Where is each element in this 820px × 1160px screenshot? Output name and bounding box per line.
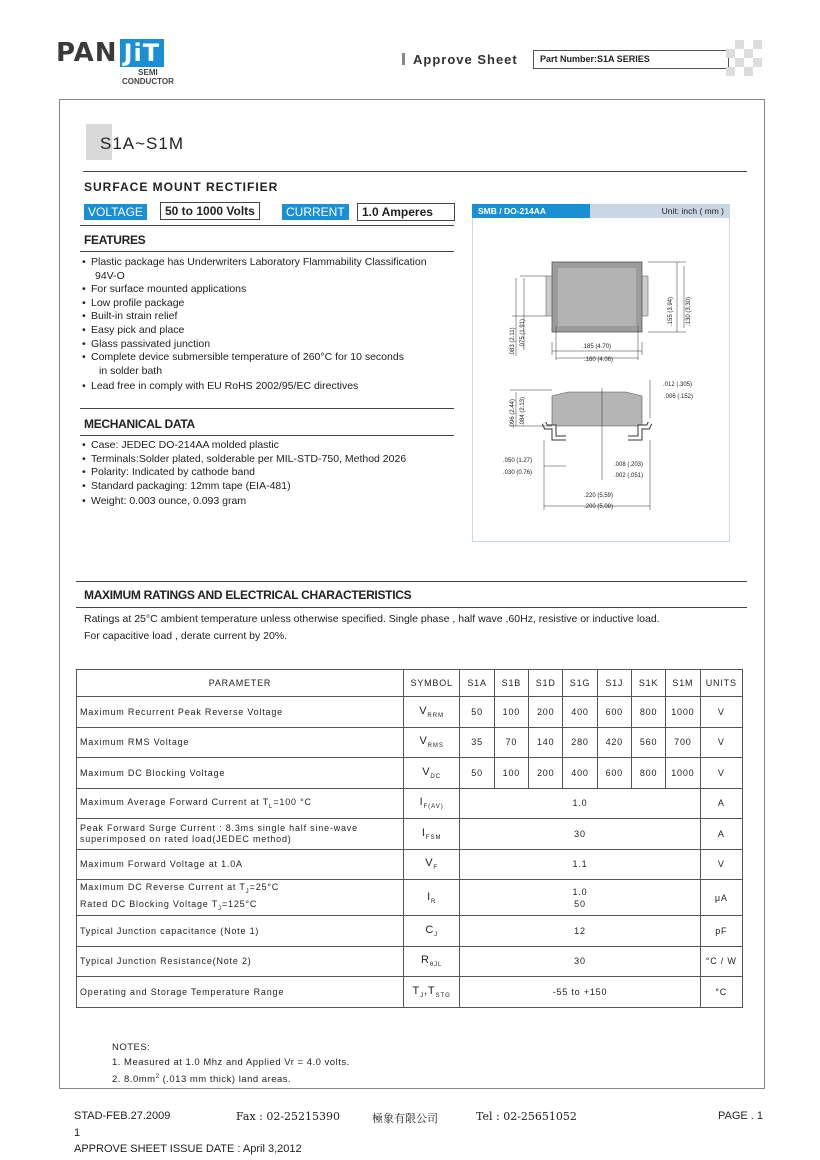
value-cell: 100 [494, 697, 528, 728]
symbol-cell [403, 788, 460, 819]
symbol-sub: F(AV) [423, 804, 444, 811]
ratings-table [76, 669, 743, 1008]
subtitle: SURFACE MOUNT RECTIFIER [84, 180, 279, 194]
symbol-sub: RMS [427, 743, 444, 750]
dim-label: .030 (0.76) [503, 470, 533, 476]
value-cell: 1.1 [460, 849, 700, 880]
th-s1m: S1M [666, 670, 700, 697]
table-row [77, 916, 743, 947]
symbol-sub: J [434, 931, 439, 938]
param-line [80, 881, 403, 898]
approve-sheet-label [402, 52, 518, 67]
param-cell: Typical Junction Resistance(Note 2) [77, 946, 404, 977]
unit-cell: V [700, 758, 742, 789]
th-units: UNITS [700, 670, 742, 697]
param-sub: J [245, 888, 250, 895]
page-title: S1A~S1M [100, 134, 185, 153]
dim-label: .002 (.051) [614, 473, 644, 479]
param-text: Maximum DC Reverse Current at T [80, 881, 246, 892]
th-s1g: S1G [563, 670, 597, 697]
symbol-sub: θJL [429, 962, 443, 969]
feature-item: • Plastic package has Underwriters Laboratory Flammability Classification [82, 256, 457, 270]
mechanical-item: • Polarity: Indicated by cathode band [82, 466, 457, 480]
features-rule-top [80, 225, 454, 226]
symbol-main: C [425, 923, 435, 936]
ratings-heading: MAXIMUM RATINGS AND ELECTRICAL CHARACTERISTICS [84, 588, 412, 602]
symbol-main: V [419, 735, 428, 748]
symbol-main: I [427, 890, 431, 903]
param-tail: =125°C [222, 898, 258, 909]
value-cell: 600 [597, 697, 631, 728]
value-cell: 700 [666, 727, 700, 758]
param-cell: Maximum DC Blocking Voltage [77, 758, 404, 789]
approve-bar [402, 53, 405, 65]
value-cell: 12 [460, 916, 700, 947]
panjit-logo [56, 38, 164, 68]
table-row [77, 880, 743, 916]
value-cell: 50 [460, 697, 494, 728]
value-cell: 140 [529, 727, 563, 758]
feature-item: • Built-in strain relief [82, 310, 457, 324]
symbol-main: V [422, 765, 431, 778]
footer-company: 極象有限公司 [372, 1113, 438, 1125]
logo-subtitle [122, 68, 174, 86]
value-line: 50 [574, 898, 586, 909]
note-2-sup: 2 [155, 1074, 160, 1080]
value-cell: 200 [529, 758, 563, 789]
unit-cell: A [700, 788, 742, 819]
value-cell: 1000 [666, 697, 700, 728]
value-cell: 200 [529, 697, 563, 728]
table-header-row [77, 670, 743, 697]
param-cell: Operating and Storage Temperature Range [77, 977, 404, 1008]
dim-label: .220 (5.59) [584, 493, 614, 499]
voltage-value: 50 to 1000 Volts [160, 202, 260, 220]
table-row [77, 758, 743, 789]
dim-label: .050 (1.27) [503, 458, 533, 464]
value-cell: -55 to +150 [460, 977, 700, 1008]
param-cell [77, 880, 404, 916]
th-s1b: S1B [494, 670, 528, 697]
symbol-sub: J [420, 992, 425, 999]
voltage-label: VOLTAGE [84, 204, 147, 220]
feature-item: • For surface mounted applications [82, 283, 457, 297]
symbol-main: T [412, 984, 421, 997]
symbol-cell [403, 819, 460, 850]
value-cell: 70 [494, 727, 528, 758]
mechanical-item: • Terminals:Solder plated, solderable per MIL-STD-750, Method 2026 [82, 453, 457, 467]
th-s1k: S1K [631, 670, 665, 697]
mechanical-heading: MECHANICAL DATA [84, 417, 195, 431]
symbol-cell [403, 880, 460, 916]
logo-jit: JiT [120, 39, 165, 67]
value-cell: 1.0 [460, 788, 700, 819]
footer-page: PAGE . 1 [718, 1110, 764, 1122]
feature-item: in solder bath [99, 364, 163, 377]
package-header [472, 204, 730, 218]
dim-label: .160 (4.06) [584, 357, 614, 363]
notes-heading: NOTES: [112, 1042, 151, 1053]
symbol-sub: F [433, 865, 439, 872]
symbol-sub: R [430, 898, 437, 905]
note-2-text: 2. 8.0mm [112, 1074, 156, 1086]
current-label: CURRENT [282, 204, 349, 220]
th-symbol: SYMBOL [403, 670, 460, 697]
symbol-main: R [420, 954, 430, 967]
value-cell: 420 [597, 727, 631, 758]
mechanical-item: • Case: JEDEC DO-214AA molded plastic [82, 439, 457, 453]
approve-text: Approve Sheet [413, 52, 518, 67]
logo-sub-semi: SEMI [138, 68, 158, 77]
feature-item: • Low profile package [82, 297, 457, 311]
param-cell [77, 819, 404, 850]
table-row [77, 946, 743, 977]
mech-rule-bottom [80, 435, 454, 436]
value-cell: 35 [460, 727, 494, 758]
dim-label: .200 (5.08) [584, 504, 614, 510]
footer-fax: Fax : 02-25215390 [236, 1110, 341, 1123]
table-row [77, 849, 743, 880]
checker-decoration [726, 40, 762, 76]
value-cell: 30 [460, 819, 700, 850]
dim-label: .130 (3.30) [686, 296, 692, 326]
symbol-main: V [425, 857, 434, 870]
features-list [82, 256, 457, 394]
table-row [77, 977, 743, 1008]
dim-label: .008 (.203) [614, 462, 644, 468]
unit-cell: V [700, 727, 742, 758]
logo-pan: PAN [56, 38, 118, 68]
table-row [77, 697, 743, 728]
param-sub: L [269, 803, 274, 810]
symbol-cell [403, 849, 460, 880]
part-number-box: Part Number:S1A SERIES [533, 50, 729, 69]
ratings-line-1: Ratings at 25°C ambient temperature unless otherwise specified. Single phase , half wave ,60Hz, resistive or inductive load. [84, 613, 660, 625]
mechanical-item: • Standard packaging: 12mm tape (EIA-481) [82, 480, 457, 494]
param-cell [77, 788, 404, 819]
symbol-sub: FSM [425, 834, 442, 841]
dim-label: .012 (.305) [663, 382, 693, 388]
th-s1d: S1D [529, 670, 563, 697]
value-cell: 800 [631, 758, 665, 789]
feature-item: • Complete device submersible temperature of 260°C for 10 seconds [82, 351, 457, 365]
note-2-tail: (.013 mm thick) land areas. [159, 1074, 292, 1086]
symbol-cell [403, 697, 460, 728]
param-line: Peak Forward Surge Current : 8.3ms single half sine-wave [80, 822, 358, 833]
feature-item: • Glass passivated junction [82, 338, 457, 352]
ratings-line-2: For capacitive load , derate current by 20%. [84, 630, 288, 642]
param-cell: Maximum Recurrent Peak Reverse Voltage [77, 697, 404, 728]
param-line: superimposed on rated load(JEDEC method) [80, 833, 292, 844]
value-cell: 600 [597, 758, 631, 789]
dim-label: .185 (4.70) [582, 344, 612, 350]
footer-one: 1 [74, 1127, 81, 1139]
dim-label: .006 (.152) [664, 394, 694, 400]
param-cell: Maximum Forward Voltage at 1.0A [77, 849, 404, 880]
value-line: 1.0 [572, 886, 588, 897]
unit-cell: V [700, 697, 742, 728]
features-heading: FEATURES [84, 233, 146, 247]
dim-label: .075 (1.91) [520, 318, 526, 348]
value-cell: 560 [631, 727, 665, 758]
notes [112, 1040, 350, 1087]
unit-cell: V [700, 849, 742, 880]
package-name: SMB / DO-214AA [472, 204, 590, 218]
param-sub: J [218, 905, 222, 912]
logo-sub-conductor: CONDUCTOR [122, 77, 174, 86]
unit-cell: μA [700, 880, 742, 916]
ratings-rule-bottom [76, 607, 747, 608]
th-parameter: PARAMETER [77, 670, 404, 697]
feature-item: • Easy pick and place [82, 324, 457, 338]
symbol-cell [403, 946, 460, 977]
value-cell: 400 [563, 697, 597, 728]
symbol-sub: DC [430, 773, 442, 780]
unit-cell: A [700, 819, 742, 850]
package-outline-drawing [472, 218, 728, 538]
th-s1a: S1A [460, 670, 494, 697]
value-cell: 50 [460, 758, 494, 789]
symbol-cell [403, 727, 460, 758]
feature-item: • Lead free in comply with EU RoHS 2002/95/EC directives [82, 380, 457, 394]
note-1: 1. Measured at 1.0 Mhz and Applied Vr = 4.0 volts. [112, 1057, 350, 1068]
symbol-cell [403, 916, 460, 947]
dim-label: .155 (3.94) [668, 296, 674, 326]
ratings-rule-top [76, 581, 747, 582]
symbol-main: I [421, 826, 426, 839]
symbol-sub-2: STG [435, 992, 451, 999]
symbol-main-2: ,T [424, 984, 436, 997]
table-row [77, 727, 743, 758]
param-tail: =25°C [249, 881, 280, 892]
value-cell: 400 [563, 758, 597, 789]
mechanical-item: • Weight: 0.003 ounce, 0.093 gram [82, 495, 457, 509]
param-tail: =100 °C [273, 796, 312, 807]
param-text: Maximum Average Forward Current at T [80, 796, 270, 807]
param-line [80, 898, 403, 915]
value-cell: 800 [631, 697, 665, 728]
value-cell: 30 [460, 946, 700, 977]
feature-item: 94V-O [95, 269, 125, 282]
symbol-sub: RRM [427, 712, 445, 719]
dim-label: .083 (2.11) [510, 327, 516, 356]
table-row [77, 819, 743, 850]
dim-label: .084 (2.13) [520, 396, 526, 426]
symbol-main: V [419, 704, 428, 717]
symbol-cell [403, 977, 460, 1008]
title-rule [83, 171, 747, 172]
th-s1j: S1J [597, 670, 631, 697]
unit-cell: pF [700, 916, 742, 947]
mechanical-list [82, 439, 457, 509]
symbol-cell [403, 758, 460, 789]
note-2 [112, 1070, 350, 1087]
value-cell: 1000 [666, 758, 700, 789]
dim-label: .096 (2.44) [510, 398, 516, 428]
mech-rule-top [80, 408, 454, 409]
features-rule-bottom [80, 251, 454, 252]
unit-cell: °C / W [700, 946, 742, 977]
param-cell: Typical Junction capacitance (Note 1) [77, 916, 404, 947]
param-text: Rated DC Blocking Voltage T [80, 898, 218, 909]
value-cell [460, 880, 700, 916]
value-cell: 100 [494, 758, 528, 789]
footer-stad: STAD-FEB.27.2009 [74, 1110, 171, 1122]
current-value: 1.0 Amperes [357, 203, 455, 221]
footer-issue-date: APPROVE SHEET ISSUE DATE : April 3,2012 [74, 1143, 302, 1155]
table-row [77, 788, 743, 819]
value-cell: 280 [563, 727, 597, 758]
param-cell: Maximum RMS Voltage [77, 727, 404, 758]
unit-cell: °C [700, 977, 742, 1008]
footer-tel: Tel : 02-25651052 [476, 1110, 577, 1123]
package-unit: Unit: inch ( mm ) [590, 204, 730, 218]
symbol-main: I [419, 796, 424, 809]
